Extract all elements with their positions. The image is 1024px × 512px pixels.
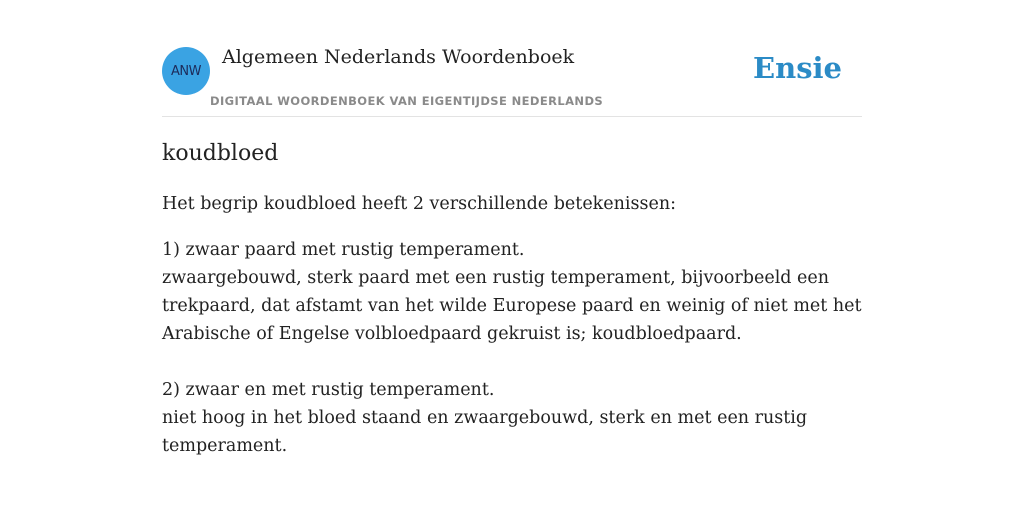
meaning-definition: niet hoog in het bloed staand en zwaargebouwd, sterk en met een rustig temperament. (162, 408, 808, 456)
meaning-heading: 2) zwaar en met rustig temperament. (162, 380, 495, 400)
site-header (162, 0, 862, 117)
logo-text: ANW (171, 63, 201, 79)
site-title[interactable]: Algemeen Nederlands Woordenboek (222, 46, 575, 68)
meaning-item (162, 376, 862, 460)
entry-content (162, 138, 862, 460)
anw-logo[interactable] (162, 47, 210, 95)
meaning-definition: zwaargebouwd, sterk paard met een rustig temperament, bijvoorbeeld een trekpaard, dat afstamt van het wilde Europese paard en weinig of niet met het Arabische of Engelse volbloedpaard gekruist is; koudbloedpaard. (162, 268, 862, 344)
meaning-item (162, 236, 862, 348)
entry-intro: Het begrip koudbloed heeft 2 verschillende betekenissen: (162, 194, 676, 214)
meaning-heading: 1) zwaar paard met rustig temperament. (162, 240, 525, 260)
entry-word: koudbloed (162, 141, 279, 166)
ensie-brand-link[interactable]: Ensie (753, 51, 842, 85)
site-subtitle: DIGITAAL WOORDENBOEK VAN EIGENTIJDSE NEDERLANDS (210, 94, 604, 108)
